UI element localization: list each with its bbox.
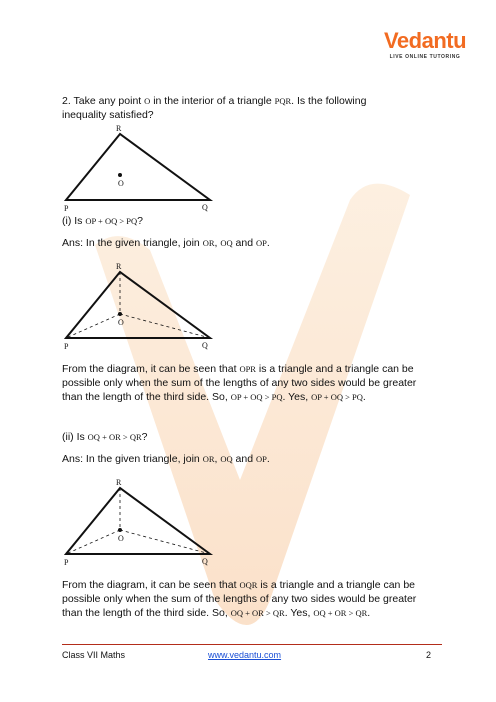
part1-seg2: OQ bbox=[220, 238, 233, 248]
point-o bbox=[118, 173, 122, 177]
part1-expl3-expr2: OP + OQ > PQ bbox=[311, 392, 363, 402]
label-o: O bbox=[118, 179, 124, 188]
part1-expl3-prefix: than the length of the third side. So, bbox=[62, 391, 228, 403]
footer-website-link[interactable]: www.vedantu.com bbox=[208, 650, 282, 660]
part2-prefix: (ii) Is bbox=[62, 431, 85, 443]
part1-ans-prefix: Ans: In the given triangle, join bbox=[62, 237, 200, 249]
triangle-figure-2 bbox=[60, 258, 220, 354]
question-middle: in the interior of a triangle bbox=[153, 95, 272, 107]
point-o bbox=[118, 312, 122, 316]
label-q: Q bbox=[202, 341, 208, 350]
part2-expl3-expr1: OQ + OR > QR bbox=[230, 608, 285, 618]
part2-expl-line1 bbox=[62, 578, 442, 592]
part2-expl3-expr2: OQ + OR > QR bbox=[313, 608, 368, 618]
part2-ans-prefix: Ans: In the given triangle, join bbox=[62, 453, 200, 465]
part2-expl3-mid: . Yes, bbox=[284, 607, 311, 619]
label-r: R bbox=[116, 124, 122, 133]
question-line-1 bbox=[62, 94, 442, 108]
part2-suffix: ? bbox=[141, 431, 148, 443]
part1-expl1-suffix: is a triangle and a triangle can be bbox=[258, 363, 414, 375]
part1-expr: OP + OQ > PQ bbox=[85, 216, 138, 226]
segment-op bbox=[66, 314, 120, 338]
part1-prefix: (i) Is bbox=[62, 215, 83, 227]
triangle-pqr bbox=[66, 272, 210, 338]
part2-seg1: OR bbox=[202, 454, 215, 464]
vedantu-logo bbox=[370, 30, 480, 60]
footer-divider bbox=[62, 644, 442, 645]
question-prefix: 2. Take any point bbox=[62, 95, 142, 107]
label-p: P bbox=[64, 204, 69, 212]
part1-seg1: OR bbox=[202, 238, 215, 248]
part2-sep1: , bbox=[214, 453, 218, 465]
part2-and: and bbox=[235, 453, 254, 465]
part1-expl3-end: . bbox=[362, 391, 366, 403]
part2-answer bbox=[62, 452, 270, 466]
triangle-figure-3 bbox=[60, 474, 220, 570]
label-r: R bbox=[116, 262, 122, 271]
question-triangle: PQR bbox=[274, 96, 292, 106]
part1-explanation bbox=[62, 362, 442, 404]
logo-name: Vedantu bbox=[383, 28, 467, 53]
part2-expl-line2: possible only when the sum of the lengths of any two sides would be greater bbox=[62, 593, 417, 605]
part1-expl1-tri: OPR bbox=[239, 364, 256, 374]
triangle-figure-1 bbox=[60, 122, 220, 212]
triangle-pqr bbox=[66, 488, 210, 554]
part2-expl1-suffix: is a triangle and a triangle can be bbox=[260, 579, 415, 591]
part1-expl-line2: possible only when the sum of the lengths of any two sides would be greater bbox=[62, 377, 417, 389]
label-p: P bbox=[64, 342, 69, 351]
triangle-pqr bbox=[66, 134, 210, 200]
segment-oq bbox=[120, 530, 210, 554]
label-q: Q bbox=[202, 203, 208, 212]
part1-expl3-expr1: OP + OQ > PQ bbox=[230, 392, 283, 402]
part1-seg3: OP bbox=[256, 238, 267, 248]
part1-expl-line3 bbox=[62, 390, 442, 404]
label-r: R bbox=[116, 478, 122, 487]
part2-expl1-tri: OQR bbox=[239, 580, 258, 590]
label-q: Q bbox=[202, 557, 208, 566]
label-p: P bbox=[64, 558, 69, 567]
part2-explanation bbox=[62, 578, 442, 620]
part2-expl3-end: . bbox=[367, 607, 371, 619]
part2-end: . bbox=[266, 453, 270, 465]
part1-answer bbox=[62, 236, 270, 250]
footer-class: Class VII Maths bbox=[62, 650, 126, 660]
question-line-2: inequality satisfied? bbox=[62, 109, 154, 121]
part2-expl-line3 bbox=[62, 606, 442, 620]
part1-and: and bbox=[235, 237, 254, 249]
segment-oq bbox=[120, 314, 210, 338]
part1-end: . bbox=[266, 237, 270, 249]
label-o: O bbox=[118, 318, 124, 327]
question-point: O bbox=[144, 96, 151, 106]
logo-tagline: LIVE ONLINE TUTORING bbox=[389, 54, 461, 60]
part1-sep1: , bbox=[214, 237, 218, 249]
part1-question bbox=[62, 214, 143, 228]
label-o: O bbox=[118, 534, 124, 543]
part2-expl3-prefix: than the length of the third side. So, bbox=[62, 607, 228, 619]
part1-expl1-prefix: From the diagram, it can be seen that bbox=[62, 363, 237, 375]
part1-suffix: ? bbox=[137, 215, 143, 227]
part2-seg2: OQ bbox=[220, 454, 233, 464]
part2-expl1-prefix: From the diagram, it can be seen that bbox=[62, 579, 237, 591]
part2-question bbox=[62, 430, 148, 444]
question-suffix: . Is the following bbox=[291, 95, 367, 107]
point-o bbox=[118, 528, 122, 532]
segment-op bbox=[66, 530, 120, 554]
part1-expl-line1 bbox=[62, 362, 442, 376]
part2-expr: OQ + OR > QR bbox=[87, 432, 142, 442]
part2-seg3: OP bbox=[256, 454, 267, 464]
page-number: 2 bbox=[426, 650, 432, 660]
part1-expl3-mid: . Yes, bbox=[282, 391, 309, 403]
